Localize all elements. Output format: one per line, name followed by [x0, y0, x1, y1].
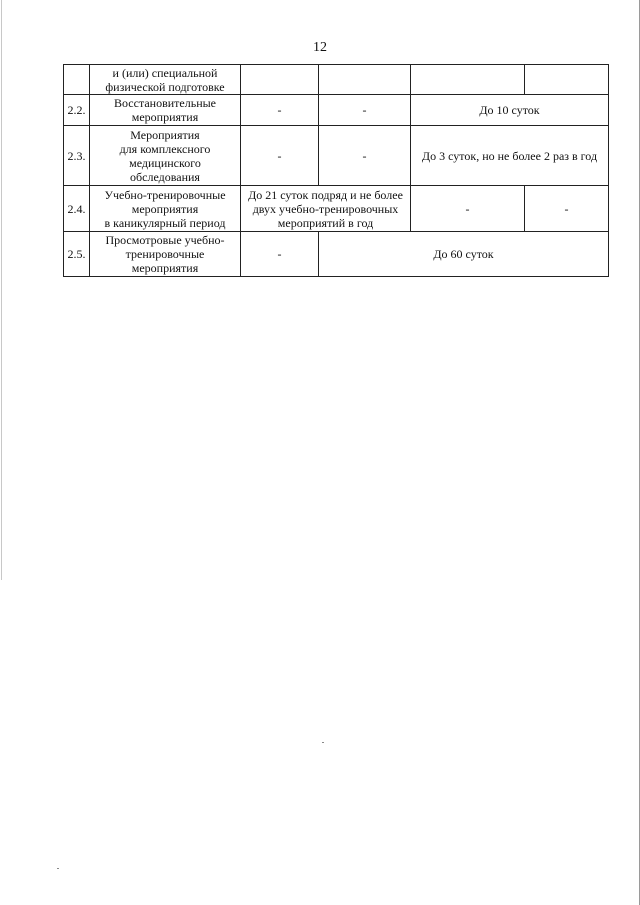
- value-cell: -: [525, 186, 609, 232]
- duration-line: До 21 суток подряд и не более: [248, 187, 403, 202]
- empty-cell: [525, 65, 609, 95]
- duration-cell: До 10 суток: [411, 95, 609, 126]
- value-cell: -: [241, 95, 319, 126]
- value-cell: -: [411, 186, 525, 232]
- activity-name-cell: [90, 95, 241, 126]
- activity-name-cell: [90, 126, 241, 186]
- row-number: [64, 65, 90, 95]
- scan-speck: [322, 742, 324, 743]
- duration-cell: До 3 суток, но не более 2 раз в год: [411, 126, 609, 186]
- document-table: [63, 64, 609, 277]
- activity-name-cell: [90, 65, 241, 95]
- activity-name-line: медицинского: [129, 155, 201, 170]
- row-number: 2.3.: [64, 126, 90, 186]
- row-number: 2.5.: [64, 232, 90, 277]
- activity-name-cell: [90, 186, 241, 232]
- duration-line: мероприятий в год: [277, 215, 374, 230]
- table-row-2-5: [64, 232, 609, 277]
- activity-name-line: Восстановительные: [113, 96, 217, 110]
- activity-name-line: обследования: [130, 169, 200, 184]
- row-number: 2.2.: [64, 95, 90, 126]
- duration-cell: До 60 суток: [319, 232, 609, 277]
- activity-name-line: тренировочные: [125, 247, 205, 261]
- row-number: 2.4.: [64, 186, 90, 232]
- table-row-continued: [64, 65, 609, 95]
- activity-name-line: физической подготовке: [105, 79, 225, 94]
- activity-name-cell: [90, 232, 241, 277]
- activity-name-line: для комплексного: [119, 141, 211, 156]
- activity-name-line: мероприятия: [131, 261, 199, 275]
- activity-name-line: Мероприятия: [130, 127, 200, 142]
- table-row-2-4: [64, 186, 609, 232]
- table-row-2-2: [64, 95, 609, 126]
- activity-name-line: Просмотровые учебно-: [105, 233, 225, 247]
- value-cell: -: [319, 126, 411, 186]
- value-cell: -: [241, 126, 319, 186]
- empty-cell: [319, 65, 411, 95]
- page-number: 12: [313, 40, 327, 55]
- value-cell: -: [241, 232, 319, 277]
- activity-name-line: мероприятия: [131, 201, 199, 216]
- value-cell: -: [319, 95, 411, 126]
- activity-name-line: и (или) специальной: [112, 65, 218, 80]
- scan-speck: [57, 868, 59, 869]
- activity-name-line: мероприятия: [131, 110, 199, 124]
- table-row-2-3: [64, 126, 609, 186]
- empty-cell: [241, 65, 319, 95]
- activity-name-line: Учебно-тренировочные: [104, 187, 226, 202]
- duration-cell: [241, 186, 411, 232]
- activity-name-line: в каникулярный период: [104, 215, 226, 230]
- duration-line: двух учебно-тренировочных: [252, 201, 399, 216]
- scan-edge-left: [1, 0, 2, 580]
- empty-cell: [411, 65, 525, 95]
